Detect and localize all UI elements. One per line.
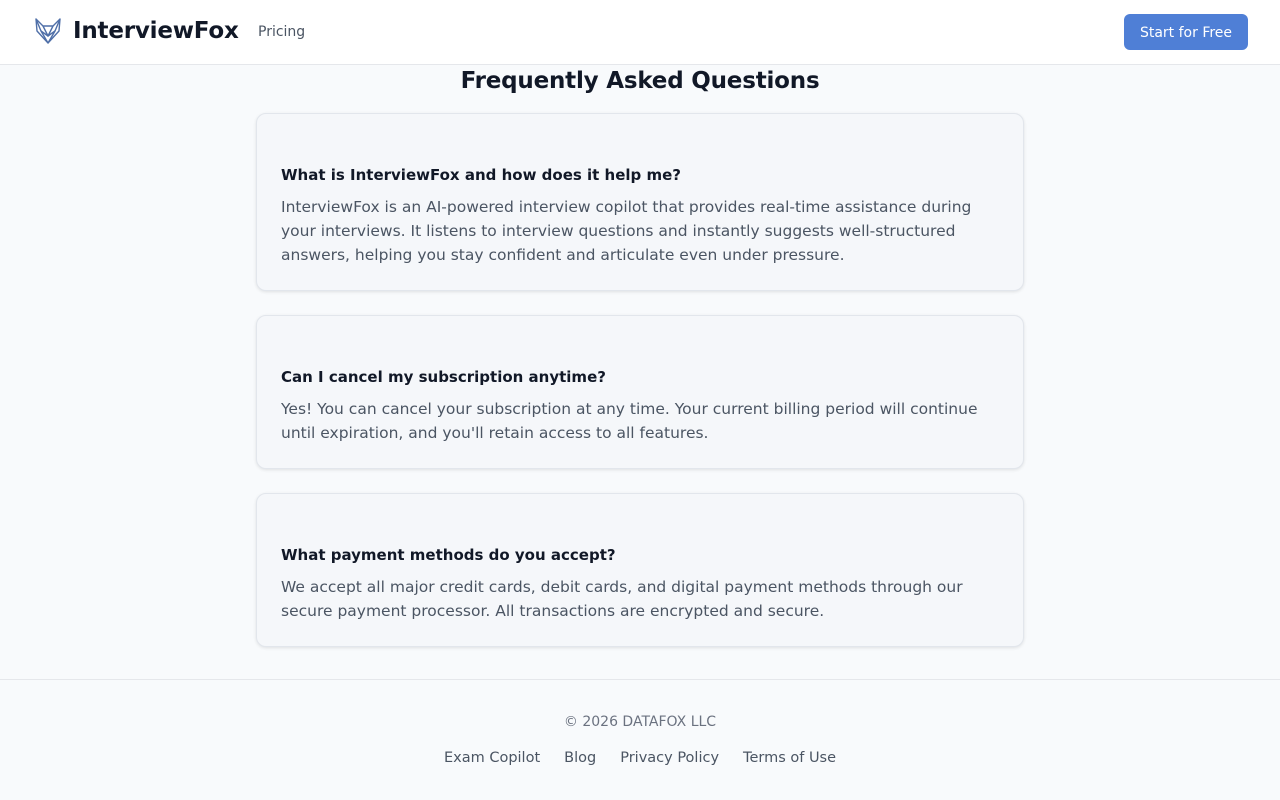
faq-answer: InterviewFox is an AI-powered interview copilot that provides real-time assistance during your interviews. It listens to interview questions and instantly suggests well-structured answers, helping you stay confident and articulate even under pressure. [281,198,972,264]
nav-link-pricing[interactable]: Pricing [258,24,306,40]
faq-card [256,113,1024,291]
brand-name[interactable]: InterviewFox [73,18,239,44]
faq-question: Can I cancel my subscription anytime? [281,368,606,386]
faq-answer: We accept all major credit cards, debit cards, and digital payment methods through our secure payment processor. All transactions are encrypted and secure. [281,578,963,620]
site-header [0,0,1280,65]
faq-card [256,493,1024,647]
faq-question: What is InterviewFox and how does it help me? [281,166,682,184]
footer-link-privacy-policy[interactable]: Privacy Policy [620,750,720,766]
faq-title: Frequently Asked Questions [460,68,820,94]
site-footer [0,679,1280,800]
footer-link-exam-copilot[interactable]: Exam Copilot [443,750,541,766]
faq-question: What payment methods do you accept? [281,546,616,564]
fox-head-icon[interactable] [33,16,63,46]
footer-links [0,747,1280,769]
footer-link-terms-of-use[interactable]: Terms of Use [743,750,837,766]
start-for-free-button[interactable]: Start for Free [1124,14,1248,50]
copyright-text: © 2026 DATAFOX LLC [563,714,717,730]
faq-card [256,315,1024,469]
faq-answer: Yes! You can cancel your subscription at any time. Your current billing period will continue until expiration, and you'll retain access to all features. [281,400,978,442]
footer-link-blog[interactable]: Blog [564,750,597,766]
